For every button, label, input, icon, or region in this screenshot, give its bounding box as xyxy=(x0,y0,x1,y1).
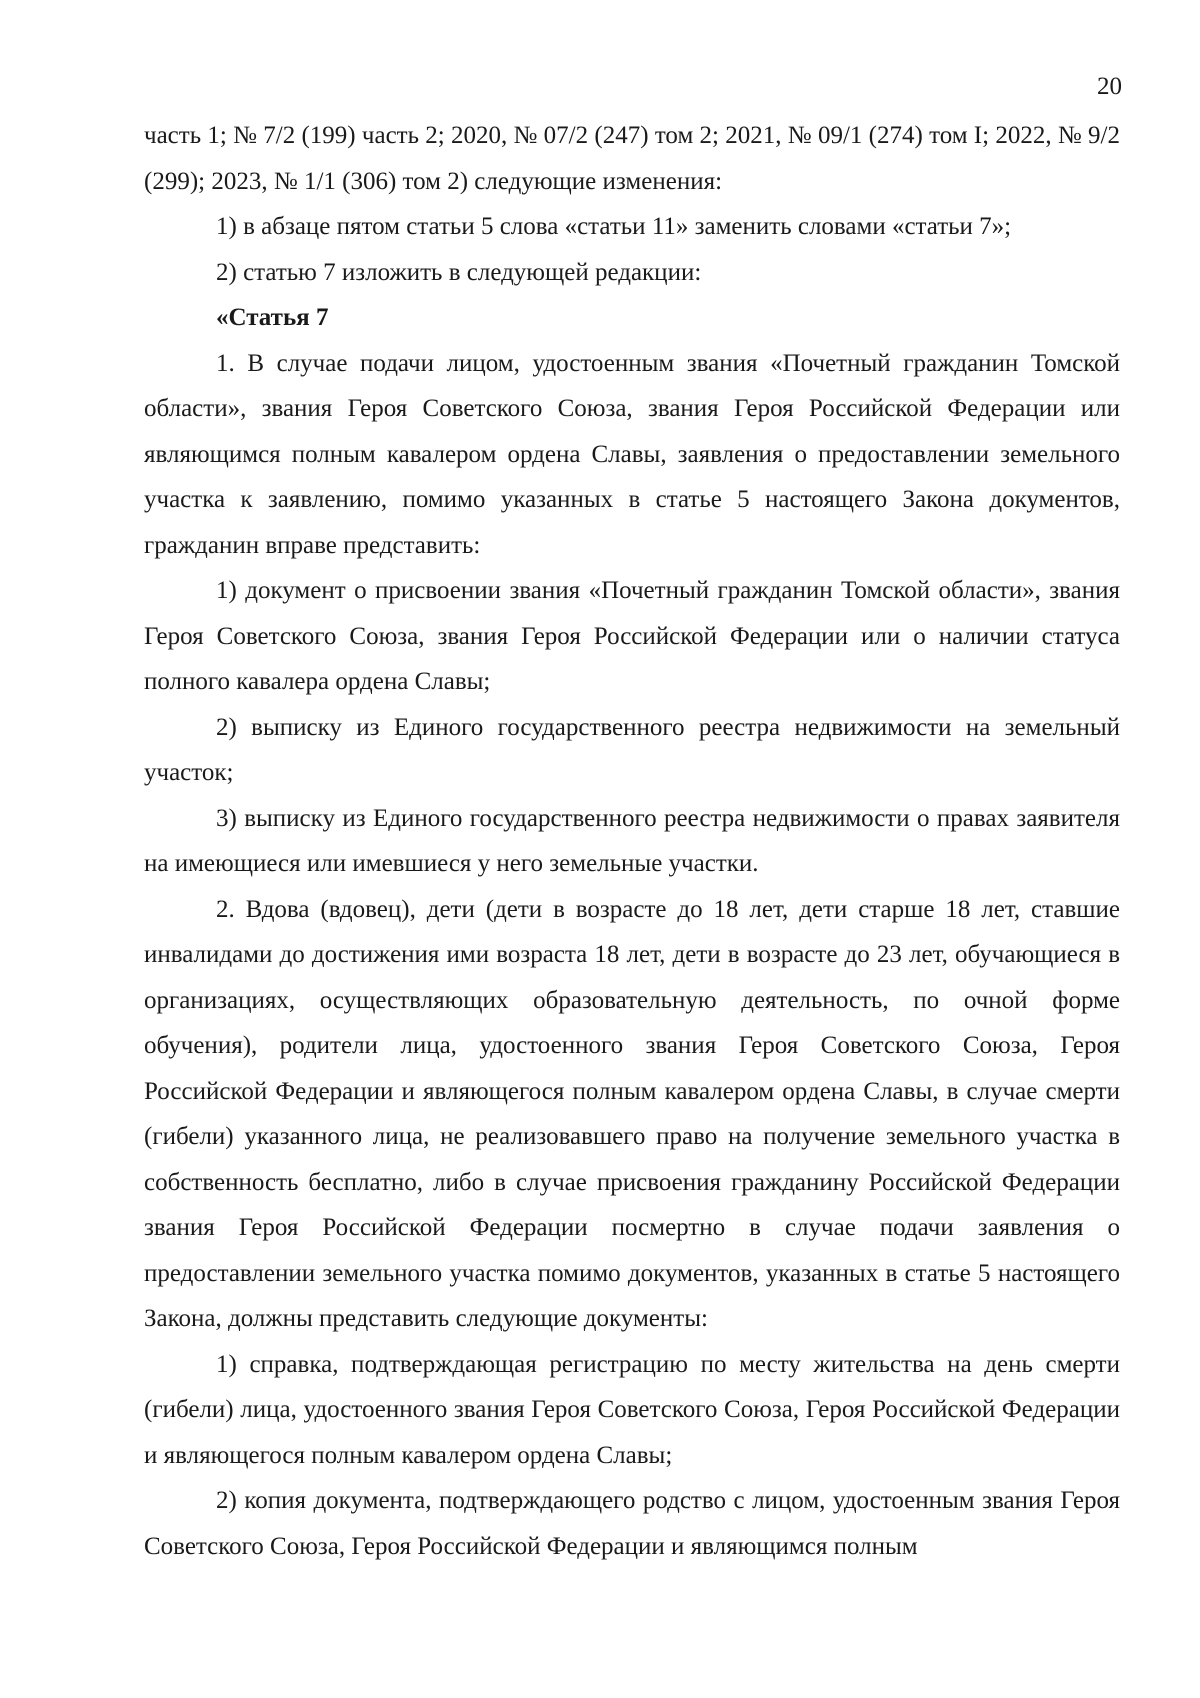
clause-2-item-1: 1) справка, подтверждающая регистрацию по месту жительства на день смерти (гибели) лица, удостоенного звания Героя Советского Союза, Героя Российской Федерации и являющегося полным кавалером ордена Славы; xyxy=(144,1350,1120,1469)
article-clause-1: 1. В случае подачи лицом, удостоенным звания «Почетный гражданин Томской области», звания Героя Советского Союза, звания Героя Российской Федерации или являющимся полным кавалером ордена Славы, заявления о предоставлении земельного участка к заявлению, помимо указанных в статье 5 настоящего Закона документов, гражданин вправе представить: xyxy=(144,349,1120,559)
paragraph-continuation: часть 1; № 7/2 (199) часть 2; 2020, № 07/2 (247) том 2; 2021, № 09/1 (274) том I; 2022, № 9/2 (299); 2023, № 1/1 (306) том 2) следующие изменения: xyxy=(144,122,1120,195)
clause-1-item-1: 1) документ о присвоении звания «Почетный гражданин Томской области», звания Героя Советского Союза, звания Героя Российской Федерации или о наличии статуса полного кавалера ордена Славы; xyxy=(144,577,1120,695)
list-item-amendment-2: 2) статью 7 изложить в следующей редакции: xyxy=(216,258,702,286)
clause-2-item-2: 2) копия документа, подтверждающего родство с лицом, удостоенным звания Героя Советского Союза, Героя Российской Федерации и являющимся полным xyxy=(144,1487,1120,1560)
document-body xyxy=(144,113,1120,1569)
clause-1-item-3: 3) выписку из Единого государственного реестра недвижимости о правах заявителя на имеющиеся или имевшиеся у него земельные участки. xyxy=(144,804,1120,877)
list-item-amendment-1: 1) в абзаце пятом статьи 5 слова «статьи 11» заменить словами «статьи 7»; xyxy=(216,213,1012,240)
page-number: 20 xyxy=(1097,73,1122,100)
article-heading: «Статья 7 xyxy=(216,304,329,331)
article-clause-2: 2. Вдова (вдовец), дети (дети в возрасте до 18 лет, дети старше 18 лет, ставшие инвалидами до достижения ими возраста 18 лет, дети в возрасте до 23 лет, обучающиеся в организациях, осуществляющих образовательную деятельность, по очной форме обучения), родители лица, удостоенного звания Героя Советского Союза, Героя Российской Федерации и являющегося полным кавалером ордена Славы, в случае смерти (гибели) указанного лица, не реализовавшего право на получение земельного участка в собственность бесплатно, либо в случае присвоения гражданину Российской Федерации звания Героя Российской Федерации посмертно в случае подачи заявления о предоставлении земельного участка помимо документов, указанных в статье 5 настоящего Закона, должны представить следующие документы: xyxy=(144,895,1120,1332)
clause-1-item-2: 2) выписку из Единого государственного реестра недвижимости на земельный участок; xyxy=(144,713,1120,786)
